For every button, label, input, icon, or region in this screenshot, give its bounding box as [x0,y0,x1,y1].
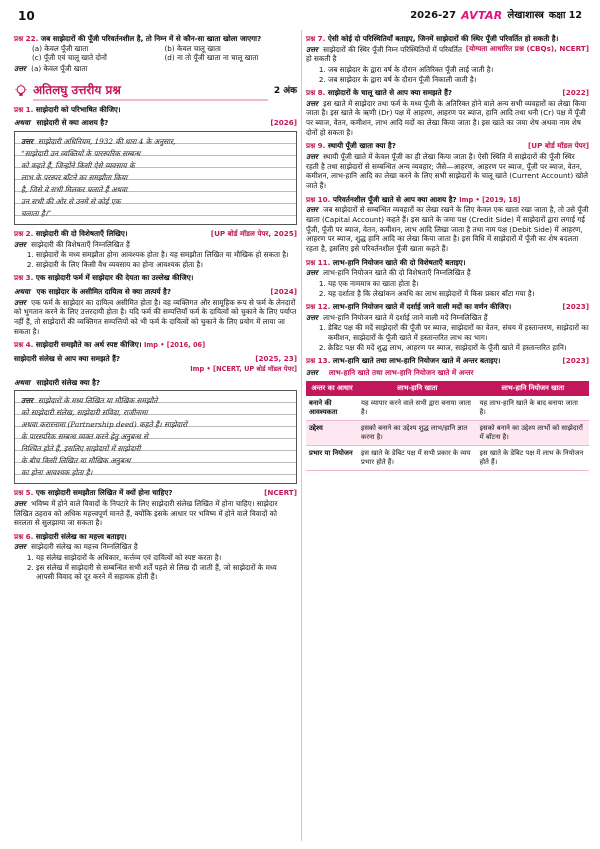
question-13 [306,356,589,366]
list-item: 1. साझेदारों के मध्य समझौता होना आवश्यक होता है। यह समझौता लिखित या मौखिक हो सकता है। [36,250,297,260]
answer-text: जब साझेदारों से सम्बन्धित व्यवहारों का लेखा रखने के लिए केवल एक खाता रखा जाता है, तो उसे पूँजी खाता (Capital Account) कहते हैं। इस खाते के जमा पक्ष (Credit Side) में साझेदारों द्वारा लगाई गई पूँजी, पूँजी पर ब्याज, वेतन, कमीशन, लाभ आदि लिखा जाता है तथा नाम पक्ष (Debit Side) में आहरण, आहरण पर ब्याज, शुद्ध हानि आदि का लेखा किया जाता है। इस विधि में साझेदारों में पूँजी का शेष बदलता रहता है, इसलिए इसे परिवर्तनशील पूँजी खाता कहते हैं। [306,205,589,253]
list-item: 1. डेबिट पक्ष की मदें साझेदारों की पूँजी पर ब्याज, साझेदारों का वेतन, संचय में हस्तान्तरण, साझेदारों का कमीशन, साझेदारों के पूँजी खाते में हस्तान्तरित लाभ का भाग। [328,323,589,342]
exam-tag: [2026] [270,118,297,128]
answer-label: उत्तर [14,542,26,552]
handwritten-answer-1 [14,131,297,225]
list-item: 1. यह एक नाममात्र का खाता होता है। [328,279,589,289]
list-item: 2. क्रेडिट पक्ष की मदें शुद्ध लाभ, आहरण पर ब्याज, साझेदारों के पूँजी खाते में हस्तान्तरित हानि। [328,343,589,353]
list-item: 2. इस संलेख में साझेदारी से सम्बन्धित सभी शर्तें पहले से लिख दी जाती हैं, जो साझेदारों के मध्य आपसी विवाद को दूर करने में सहायक होती हैं। [36,563,297,582]
question-text: एक साझेदार के असीमित दायित्व से क्या तात्पर्य है? [36,287,172,297]
answer-intro: लाभ-हानि नियोजन खाते में दर्शाई जाने वाली मदें निम्नलिखित हैं [323,312,488,322]
question-text: एक साझेदारी समझौता लिखित में क्यों होना चाहिए? [35,488,173,498]
question-text: लाभ-हानि खाते तथा लाभ-हानि नियोजन खाते में अन्तर बताइए। [332,356,501,366]
question-text: स्थायी पूँजी खाता क्या है? [327,141,396,151]
hand-line: अथवा करारनामा (Partnership deed) कहते हैं। साझेदारों [21,420,187,430]
answer-label: उत्तर [306,268,318,278]
comparison-table [306,381,589,472]
option-d: (d) ना तो पूँजी खाता ना चालू खाता [164,53,259,63]
answer-label: उत्तर [306,205,318,215]
hand-line: निश्चित होते हैं, इसलिए साझेदारों में साझेदारी [21,444,141,454]
table-cell: यह व्यापार करने वाले सभी द्वारा बनाया जाता है। [358,396,477,421]
answer-label: उत्तर [306,152,318,162]
exam-tag: [2024] [270,287,297,297]
question-number: प्रश्न 12. [306,302,331,312]
table-cell: इस खाते के डेबिट पक्ष में लाभ के नियोजन होते हैं। [477,446,589,471]
hand-line: लाभ के परस्पर बाँटने का समझौता किया [21,172,128,182]
question-text: साझेदारी संलेख क्या है? [36,377,101,387]
exam-tag: [NCERT] [264,488,297,498]
imp-tag: Imp • [NCERT, UP बोर्ड मॉडल पेपर] [190,364,297,373]
question-8 [306,88,589,98]
hand-line: साझेदारी अधिनियम, 1932 की धारा 4 के अनुसार, [38,136,176,146]
list-item: 1. जब साझेदार के द्वारा वर्ष के दौरान अतिरिक्त पूँजी लाई जाती है। [328,65,589,75]
answer-label: उत्तर [14,498,26,508]
hand-line: के बीच किसी लिखित या मौखिक अनुबन्ध [21,456,131,466]
answer-11 [306,268,589,298]
question-number: प्रश्न 5. [14,488,34,498]
answer-text: (a) केवल पूँजी खाता [31,63,88,73]
question-text: लाभ-हानि नियोजन खाते में दर्शाई जाने वाली मदों का वर्णन कीजिए। [332,302,512,312]
section-title: अतिलघु उत्तरीय प्रश्न [33,82,268,101]
table-title: लाभ-हानि खाते तथा लाभ-हानि नियोजन खाते में अन्तर [328,368,474,378]
question-12 [306,302,589,312]
answer-text: एक फर्म के साझेदार का दायित्व असीमित होता है। वह व्यक्तिगत और सामूहिक रूप से फर्म के लेनदारों को भुगतान करने के लिए उत्तरदायी होता है। यदि फर्म की सम्पत्तियाँ फर्म के दायित्वों को चुकाने के लिए पर्याप्त नहीं हैं, तो साझेदारों की व्यक्तिगत सम्पत्तियों को भी फर्म के दायित्वों को चुकाने के लिए प्रयोग में लाया जा सकता है। [14,297,297,336]
column-header: लाभ-हानि खाता [358,381,477,396]
hand-line: का होना आवश्यक होता है। [21,468,93,478]
table-cell: इस खाते के डेबिट पक्ष में सभी प्रकार के व्यय प्रभार होते हैं। [358,446,477,471]
question-text: साझेदारों के चालू खाते से आप क्या समझते हैं? [327,88,453,98]
answer-label: उत्तर [306,368,318,378]
list-item: 2. यह दर्शाता है कि लेखांकन अवधि का लाभ साझेदारों में किस प्रकार बाँटा गया है। [328,289,589,299]
section-marks: 2 अंक [273,86,297,97]
answer-2 [14,240,297,270]
question-text: साझेदारी की दो विशेषताएँ लिखिए। [35,228,128,238]
answer-label: उत्तर [306,98,318,108]
question-3-alt [14,287,297,297]
question-number: प्रश्न 9. [306,141,326,151]
header-class: कक्षा 12 [548,9,582,21]
question-number: प्रश्न 8. [306,88,326,98]
imp-row [14,364,297,374]
exam-tag: [UP बोर्ड मॉडल पेपर, 2025] [210,228,297,238]
question-1-alt [14,118,297,128]
table-cell: बनाने की आवश्यकता [306,396,358,421]
question-text: एक साझेदारी फर्म में साझेदार की देयता का उल्लेख कीजिए। [35,273,194,283]
hand-line: को साझेदारी संलेख, साझेदारी संविदा, राजीनामा [21,408,148,418]
hand-line: चलाता है।” [21,208,52,218]
header-right [410,9,582,24]
option-c: (c) पूँजी एवं चालू खाते दोनों [32,53,107,63]
table-cell: इसको बनाने का उद्देश्य लाभों को साझेदारों में बाँटना है। [477,420,589,445]
answer-text: भविष्य में होने वाले विवादों के निपटारे के लिए साझेदारी संलेख लिखित में होना चाहिए। साझेदार लिखित ठहराव को अधिक महत्त्वपूर्ण मानते हैं, क्योंकि इसके आधार पर भविष्य में होने वाले विवादों को सरलता से सुलझाया जा सकता है। [14,498,278,528]
imp-tag: Imp • [2016, 06] [143,341,206,350]
option-a: (a) केवल पूँजी खाता [32,43,89,53]
page-header [18,6,582,26]
answer-10 [306,205,589,253]
column-header: अन्तर का आधार [306,381,358,396]
question-6 [14,532,297,542]
options [14,44,297,63]
question-9 [306,141,589,151]
or-label: अथवा [14,377,30,387]
section-header [14,82,297,101]
answer-label: उत्तर [14,239,26,249]
question-22 [14,34,297,44]
question-5 [14,488,297,498]
question-text: लाभ-हानि नियोजन खाते की दो विशेषताएँ बताइए। [332,257,466,267]
or-label: अथवा [14,287,30,297]
question-text: साझेदारी संलेख का महत्त्व बताइए। [35,531,127,541]
answer-label: उत्तर [14,297,26,307]
question-1 [14,105,297,115]
list-item: 2. जब साझेदार के द्वारा वर्ष के दौरान पूँजी निकाली जाती है। [328,75,589,85]
hand-line: “साझेदारी उन व्यक्तियों के पारस्परिक सम्बन्ध [21,148,141,158]
question-number: प्रश्न 7. [306,34,326,43]
question-number: प्रश्न 11. [306,257,331,267]
question-4 [14,340,297,350]
exam-tag: [2023] [562,302,589,312]
right-column [306,30,589,841]
answer-22 [14,64,297,74]
bulb-icon [14,84,28,98]
question-number: प्रश्न 10. [306,194,331,204]
question-3 [14,273,297,283]
table-row [306,446,589,471]
hand-line: उन सभी की ओर से उनमें से कोई एक [21,196,121,206]
answer-text: स्थायी पूँजी खाते में केवल पूँजी का ही लेखा किया जाता है। ऐसी स्थिति में साझेदारों की पूँजी स्थिर रहती है तथा साझेदारों से सम्बन्धित अन्य व्यवहार; जैसे—आहरण, आहरण पर ब्याज, पूँजी पर ब्याज, वेतन, कमीशन, लाभ-हानि आदि का लेखा करने के लिए सभी साझेदारों के चालू खाते (Current Account) खोले जाते हैं। [306,152,589,190]
list-item: 1. यह संलेख साझेदारों के अधिकार, कर्त्तव्य एवं दायित्वों को स्पष्ट करता है। [36,553,297,563]
answer-8 [306,99,589,138]
question-number: प्रश्न 3. [14,273,34,283]
answer-intro: साझेदारी संलेख का महत्त्व निम्नलिखित है [31,542,138,552]
exam-tag: [2023] [562,356,589,366]
answer-5 [14,499,297,528]
answer-label: उत्तर [306,44,318,54]
or-label: अथवा [14,118,30,128]
table-cell: प्रभार या नियोजन [306,446,358,471]
exam-tag: [योग्यता आधारित प्रश्न (CBQs), NCERT] [465,43,589,53]
question-number: प्रश्न 2. [14,228,34,238]
answer-intro: साझेदारों की स्थिर पूँजी निम्न परिस्थितियों में परिवर्तित हो सकती है [306,44,462,64]
question-number: प्रश्न 1. [14,104,34,114]
list-item: 2. साझेदारी के लिए किसी वैध व्यवसाय का होना आवश्यक होता है। [36,260,297,270]
column-divider [301,30,302,841]
hand-line: को कहते हैं, जिन्होंने किसी ऐसे व्यवसाय के [21,160,135,170]
column-header: लाभ-हानि नियोजन खाता [477,381,589,396]
answer-9 [306,152,589,191]
question-text: ऐसी कोई दो परिस्थितियाँ बताइए, जिनमें साझेदारों की स्थिर पूँजी परिवर्तित हो सकती है। [327,34,559,43]
question-text: साझेदारी को परिभाषित कीजिए। [35,104,121,114]
exam-tag: [UP बोर्ड मॉडल पेपर] [528,141,589,151]
page-number: 10 [18,8,35,23]
answer-intro: लाभ-हानि नियोजन खाते की दो विशेषताएँ निम्नलिखित हैं [323,268,471,278]
imp-tag: Imp • [2019, 18] [459,195,521,204]
table-row [306,420,589,445]
answer-label: उत्तर [21,136,34,146]
hand-line: के पारस्परिक सम्बन्ध व्यक्त करने हेतु अनुबन्ध से [21,432,149,442]
handwritten-answer-4 [14,390,297,484]
hand-line: है, जिसे वे सभी मिलकर चलाते हैं अथवा [21,184,128,194]
answer-label: उत्तर [14,63,26,73]
question-number: प्रश्न 6. [14,531,34,541]
question-text: साझेदारी समझौते का अर्थ स्पष्ट कीजिए। [35,340,142,350]
question-4-line2 [14,354,297,364]
question-number: प्रश्न 13. [306,356,331,366]
question-10 [306,195,589,205]
table-row [306,396,589,421]
table-cell: यह लाभ-हानि खाते के बाद बनाया जाता है। [477,396,589,421]
answer-text: इस खाते में साझेदार तथा फर्म के मध्य पूँजी के अतिरिक्त होने वाले अन्य सभी व्यवहारों का लेखा किया जाता है। इस खाते के ऋणी (Dr) पक्ष में आहरण, आहरण पर ब्याज, हानि आदि तथा धनी (Cr) पक्ष में पूँजी पर ब्याज, वेतन, कमीशन, लाभ आदि मदों का लेखा किया जाता है। इस खाते का जमा शेष अथवा नाम शेष दोनों हो सकता है। [306,98,587,137]
brand-logo: AVTAR [461,8,503,22]
exam-tag: [2022] [562,88,589,98]
answer-3 [14,298,297,337]
header-year: 2026-27 [410,10,457,22]
table-header-line [306,368,589,378]
question-11 [306,258,589,268]
answer-intro: साझेदारी की विशेषताएँ निम्नलिखित हैं [31,239,130,249]
answer-label: उत्तर [21,396,34,406]
question-text: परिवर्तनशील पूँजी खाते से आप क्या आशय है? [332,194,457,204]
question-text: जब साझेदारों की पूँजी परिवर्तनशील है, तो निम्न में से कौन-सा खाता खोला जाएगा? [40,34,262,43]
table-header-row [306,381,589,396]
option-b: (b) केवल चालू खाता [164,43,221,53]
table-cell: उद्देश्य [306,420,358,445]
question-number: प्रश्न 4. [14,340,34,350]
answer-12 [306,313,589,353]
answer-6 [14,542,297,582]
hand-line: साझेदारों के मध्य लिखित या मौखिक समझौते [38,396,158,406]
header-subject: लेखाशास्त्र [507,10,544,22]
question-text: साझेदारी संलेख से आप क्या समझते हैं? [14,354,121,364]
table-cell: इसको बनाने का उद्देश्य शुद्ध लाभ/हानि ज्ञात करना है। [358,420,477,445]
answer-label: उत्तर [306,312,318,322]
question-4-alt [14,378,297,388]
exam-tag: [2025, 23] [255,354,297,364]
left-column [14,30,297,841]
question-number: प्रश्न 22. [14,34,39,43]
question-2 [14,229,297,239]
question-text: साझेदारी से क्या आशय है? [36,118,109,128]
